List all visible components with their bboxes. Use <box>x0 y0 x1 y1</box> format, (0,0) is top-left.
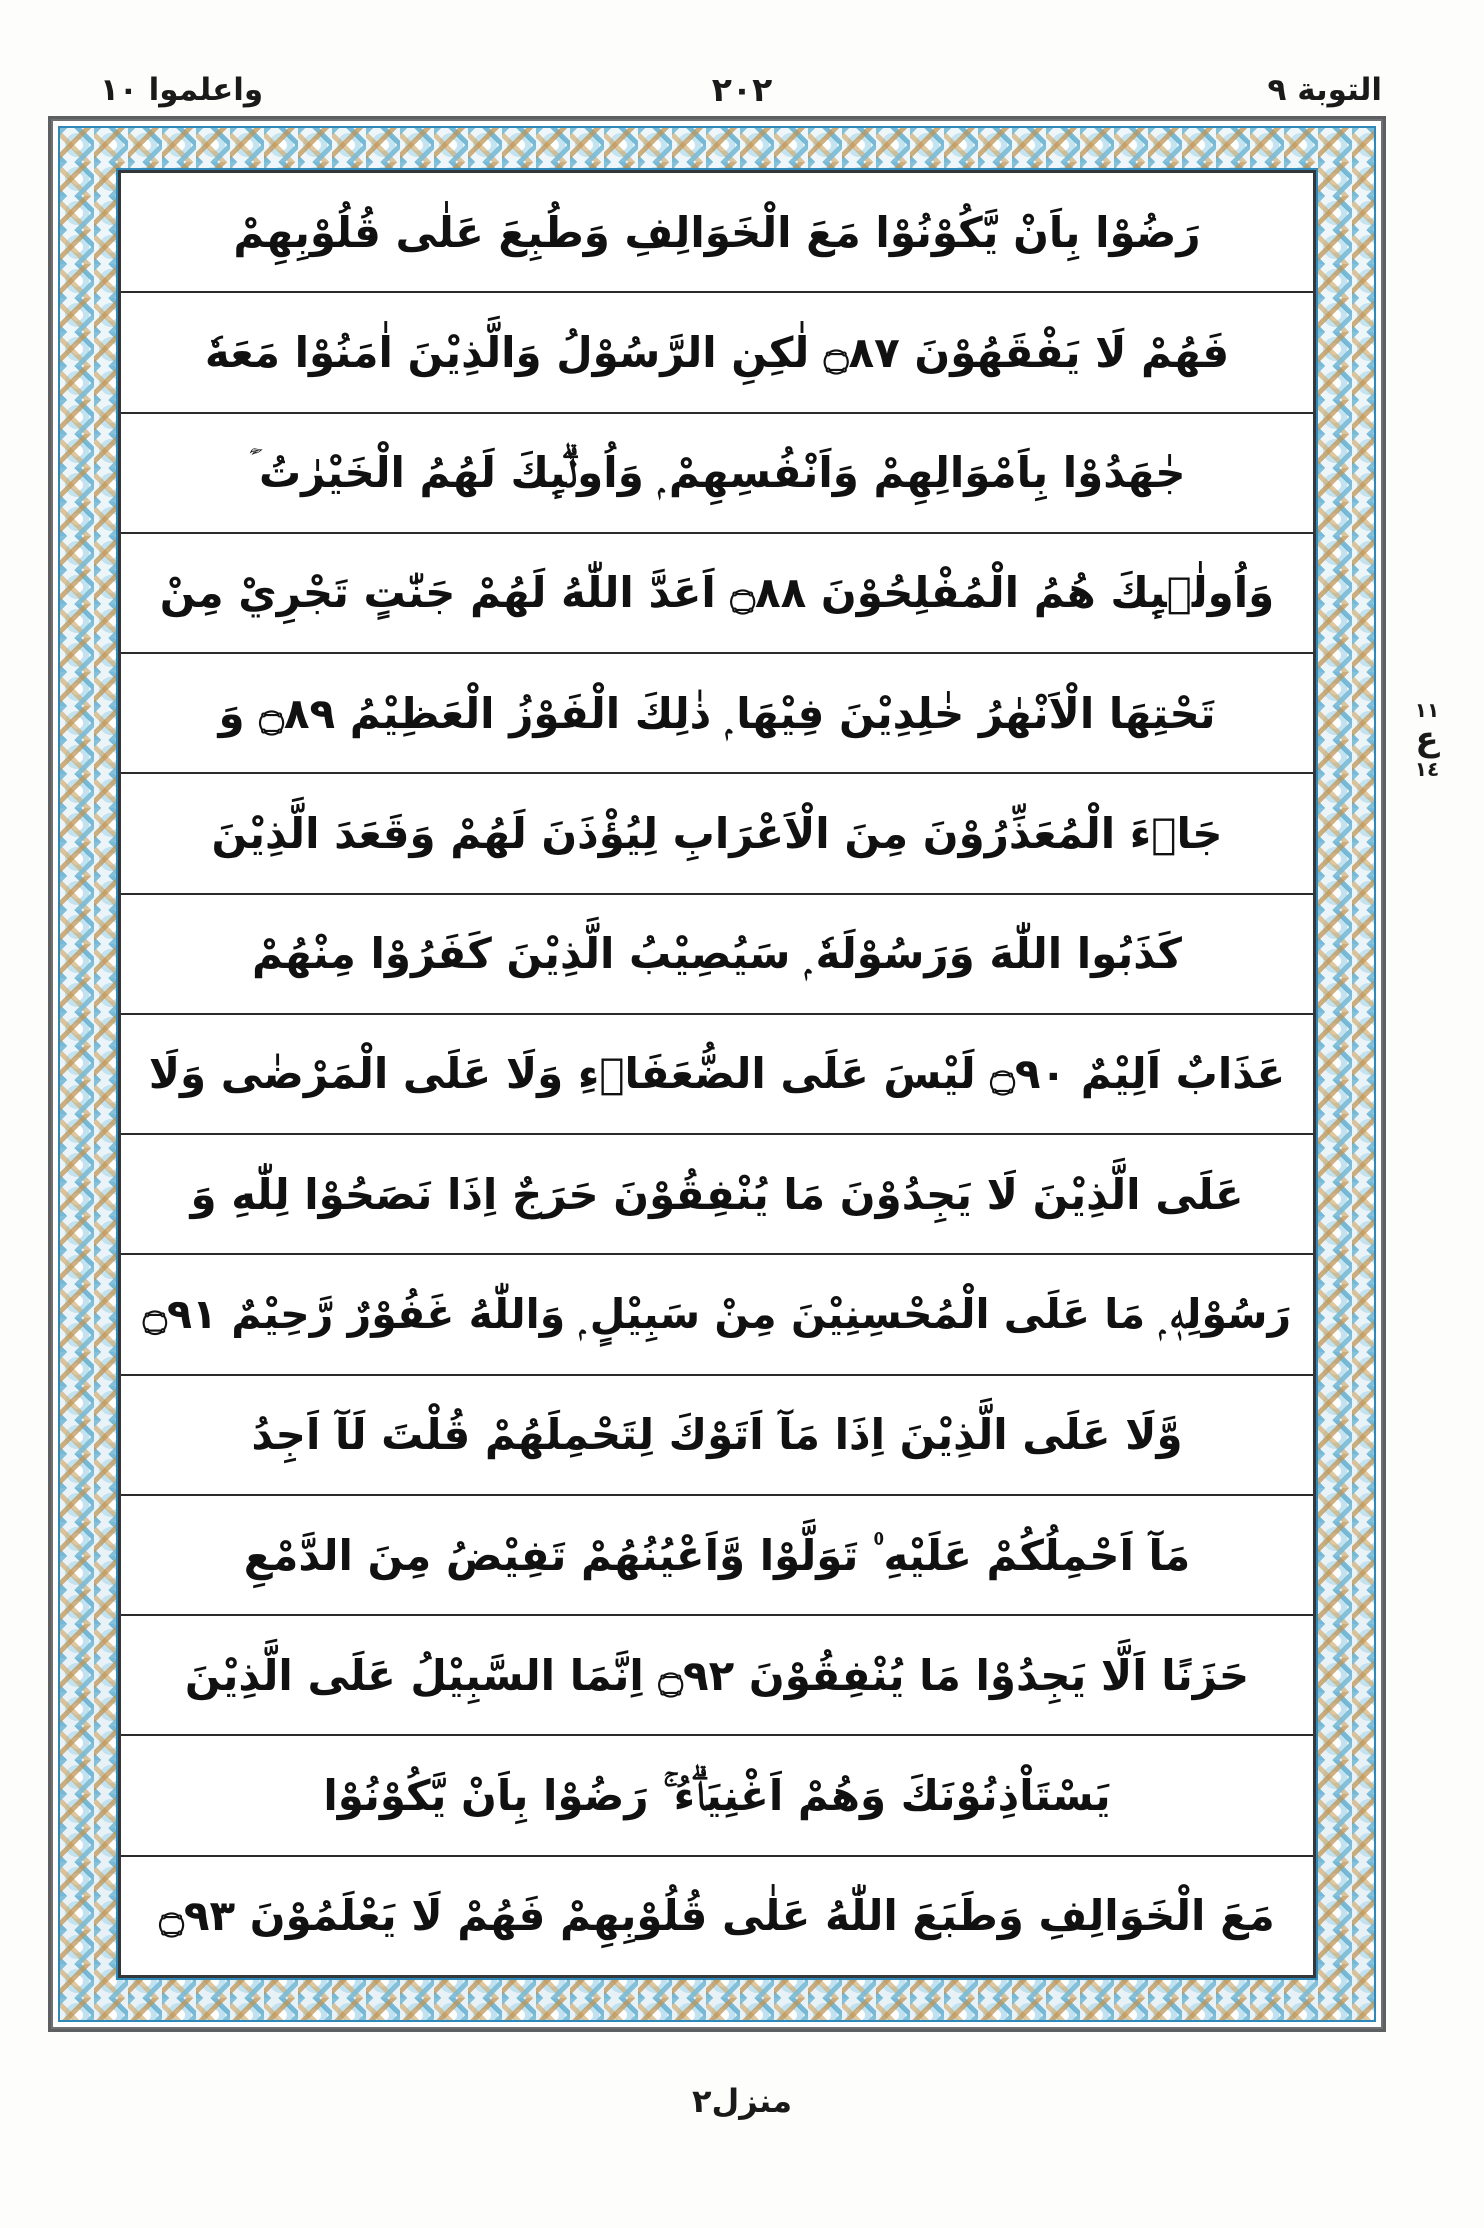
manzil-label: منزل٢ <box>691 2082 793 2120</box>
ayah-line <box>121 1015 1313 1135</box>
ayah-line <box>121 654 1313 774</box>
ayah-line <box>121 774 1313 894</box>
ayah-line-text: فَهُمْ لَا يَفْقَهُوْنَ ۝٨٧ لٰكِنِ الرَّسُوْلُ وَالَّذِيْنَ اٰمَنُوْا مَعَهٗ <box>204 327 1230 377</box>
ayah-line-text: كَذَبُوا اللّٰهَ وَرَسُوْلَهٗ ۭ سَيُصِيْبُ الَّذِيْنَ كَفَرُوْا مِنْهُمْ <box>252 929 1182 979</box>
ayah-line-text: رَضُوْا بِاَنْ يَّكُوْنُوْا مَعَ الْخَوَالِفِ وَطُبِعَ عَلٰى قُلُوْبِهِمْ <box>233 207 1201 257</box>
ayah-line-text: جَاۗءَ الْمُعَذِّرُوْنَ مِنَ الْاَعْرَابِ لِيُؤْذَنَ لَهُمْ وَقَعَدَ الَّذِيْنَ <box>211 808 1223 858</box>
ayah-line <box>121 1736 1313 1856</box>
ayah-line <box>121 1857 1313 1975</box>
ayah-line-list <box>121 173 1313 1975</box>
ayah-line <box>121 1255 1313 1375</box>
ayah-line-text: مَعَ الْخَوَالِفِ وَطَبَعَ اللّٰهُ عَلٰى قُلُوْبِهِمْ فَهُمْ لَا يَعْلَمُوْنَ ۝٩٣ <box>159 1891 1275 1941</box>
page-header <box>40 44 1444 109</box>
ayah-line-text: عَذَابٌ اَلِيْمٌ ۝٩٠ لَيْسَ عَلَى الضُّعَفَاۗءِ وَلَا عَلَى الْمَرْضٰى وَلَا <box>148 1049 1286 1099</box>
quran-text-panel <box>118 170 1316 1978</box>
floral-border-band <box>58 126 1376 2022</box>
page-footer <box>0 2082 1484 2120</box>
ayah-line-text: وَاُولٰۗىِٕكَ هُمُ الْمُفْلِحُوْنَ ۝٨٨ اَعَدَّ اللّٰهُ لَهُمْ جَنّٰتٍ تَجْرِيْ مِنْ <box>159 568 1275 618</box>
ayah-line-text: رَسُوْلِهٖ ۭ مَا عَلَى الْمُحْسِنِيْنَ مِنْ سَبِيْلٍ ۭ وَاللّٰهُ غَفُوْرٌ رَّحِيْمٌ ۝٩١ <box>142 1289 1292 1338</box>
decorative-frame <box>48 116 1386 2032</box>
ayah-line <box>121 534 1313 654</box>
ayah-line <box>121 1376 1313 1496</box>
ruku-marker <box>1398 700 1456 780</box>
ayah-line <box>121 895 1313 1015</box>
juz-label: واعلموا ١٠ <box>100 72 264 108</box>
ayah-line-text: وَّلَا عَلَى الَّذِيْنَ اِذَا مَآ اَتَوْكَ لِتَحْمِلَهُمْ قُلْتَ لَآ اَجِدُ <box>251 1410 1183 1460</box>
ayah-line <box>121 293 1313 413</box>
ayah-line <box>121 1496 1313 1616</box>
ayah-line <box>121 1616 1313 1736</box>
ayah-line <box>121 414 1313 534</box>
ayah-line-text: عَلَى الَّذِيْنَ لَا يَجِدُوْنَ مَا يُنْفِقُوْنَ حَرَجٌ اِذَا نَصَحُوْا لِلّٰهِ وَ <box>190 1169 1244 1219</box>
ayah-line-text: حَزَنًا اَلَّا يَجِدُوْا مَا يُنْفِقُوْنَ ۝٩٢ اِنَّمَا السَّبِيْلُ عَلَى الَّذِيْنَ <box>184 1650 1250 1700</box>
ruku-symbol-icon: ع <box>1415 719 1439 759</box>
ruku-bottom-number: ١٤ <box>1414 756 1440 781</box>
page-number: ٢٠٢ <box>711 70 773 109</box>
ayah-line <box>121 173 1313 293</box>
ruku-top-number: ١١ <box>1414 698 1440 722</box>
ayah-line-text: يَسْتَاْذِنُوْنَكَ وَهُمْ اَغْنِيَاۗءُ ۚ رَضُوْا بِاَنْ يَّكُوْنُوْا <box>323 1771 1111 1821</box>
ayah-line-text: تَحْتِهَا الْاَنْهٰرُ خٰلِدِيْنَ فِيْهَا ۭ ذٰلِكَ الْفَوْزُ الْعَظِيْمُ ۝٨٩ وَ <box>218 688 1216 738</box>
ayah-line-text: جٰهَدُوْا بِاَمْوَالِهِمْ وَاَنْفُسِهِمْ ۭ وَاُولٰۗىِٕكَ لَهُمُ الْخَيْرٰتُ ۡ <box>248 448 1186 498</box>
ayah-line <box>121 1135 1313 1255</box>
surah-name-label: التوبة ٩ <box>1267 72 1382 108</box>
ayah-line-text: مَآ اَحْمِلُكُمْ عَلَيْهِ ۠ تَوَلَّوْا وَّاَعْيُنُهُمْ تَفِيْضُ مِنَ الدَّمْعِ <box>243 1530 1191 1580</box>
